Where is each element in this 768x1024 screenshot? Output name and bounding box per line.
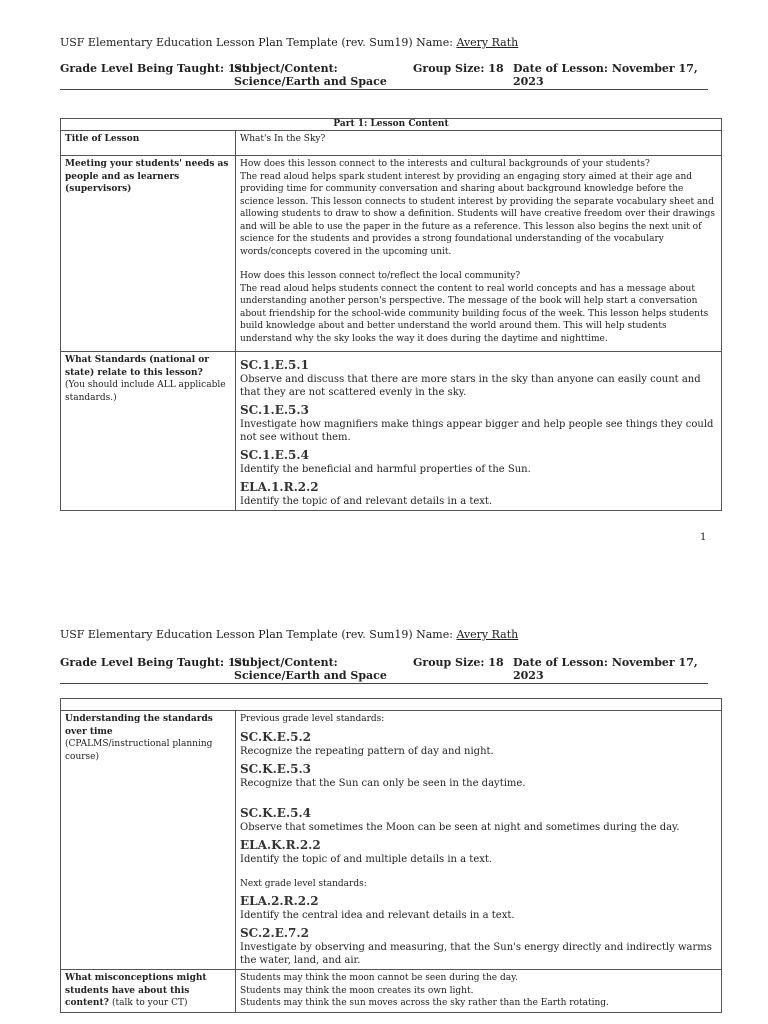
template-header <box>60 36 518 49</box>
misconception-item: Students may think the sun moves across the sky rather than the Earth rotating. <box>240 998 609 1008</box>
next-label: Next grade level standards: <box>240 878 367 889</box>
previous-label: Previous grade level standards: <box>240 714 385 724</box>
standard-code: SC.1.E.5.1 <box>240 358 309 372</box>
standard-item <box>240 358 717 399</box>
title-value: What's In the Sky? <box>236 131 722 156</box>
needs-answer-2: The read aloud helps students connect the content to real world concepts and has a message about understanding another person's perspective. The message of the book will help start a conversation about friendship for the school-wide community building focus of the week. This lesson helps students build knowledge about and better understand the world around them. This will help students understand why the sky looks the way it does during the daytime and nighttime. <box>240 283 709 344</box>
lesson-info-bar <box>60 62 708 90</box>
needs-answer-1: The read aloud helps spark student interest by providing an engaging story aimed at their age and providing time for community conversation and sharing about background knowledge before the science lesson. This lesson connects to student interest by providing the separate vocabulary sheet and allowing students to draw to show a definition. Students will have creative freedom over their drawings and will be able to use the paper in the future as a reference. This lesson also begins the next unit of science for the students and provides a strong foundational understanding of the vocabulary words/concepts covered in the upcoming unit. <box>240 171 715 257</box>
standard-desc: Observe and discuss that there are more stars in the sky than anyone can easily count and that they are not scattered evenly in the sky. <box>240 374 701 398</box>
misconception-item: Students may think the moon creates its own light. <box>240 985 474 996</box>
standard-item <box>240 806 717 834</box>
misconception-item: Students may think the moon cannot be seen during the day. <box>240 973 518 983</box>
page-2 <box>0 600 768 1024</box>
standard-code: SC.1.E.5.3 <box>240 403 309 417</box>
standard-code: ELA.K.R.2.2 <box>240 837 321 852</box>
subject: Subject/Content: Science/Earth and Space <box>234 62 387 88</box>
standard-code: SC.K.E.5.3 <box>240 761 311 776</box>
standard-desc: Investigate how magnifiers make things appear bigger and help people see things they could not see without them. <box>240 419 714 443</box>
standard-item <box>240 730 717 758</box>
lesson-date: Date of Lesson: November 17, 2023 <box>513 656 698 682</box>
misconceptions-label-sub: (talk to your CT) <box>112 998 188 1008</box>
grade-level: Grade Level Being Taught: 1st <box>60 62 247 75</box>
misconceptions-list <box>236 970 722 1013</box>
standard-desc: Recognize that the Sun can only be seen in the daytime. <box>240 777 526 789</box>
group-size: Group Size: 18 <box>413 62 504 75</box>
teacher-name: Avery Rath <box>456 36 519 49</box>
over-time-label <box>61 711 236 970</box>
page-number: 1 <box>700 532 707 543</box>
standard-code: SC.K.E.5.2 <box>240 729 311 744</box>
standard-item <box>240 480 717 508</box>
teacher-name: Avery Rath <box>456 628 519 641</box>
standard-item <box>240 838 717 866</box>
standard-code: SC.1.E.5.4 <box>240 448 309 462</box>
template-header <box>60 628 518 641</box>
lesson-info-bar <box>60 656 708 684</box>
over-time-label-text: Understanding the standards over time <box>65 714 213 737</box>
template-title: USF Elementary Education Lesson Plan Template (rev. Sum19) Name: <box>60 36 453 49</box>
standard-code: SC.K.E.5.4 <box>240 805 311 820</box>
over-time-content <box>236 711 722 970</box>
standard-desc: Identify the beneficial and harmful properties of the Sun. <box>240 464 531 475</box>
part-title: Part 1: Lesson Content <box>61 119 722 131</box>
standards-label-text: What Standards (national or state) relate to this lesson? <box>65 355 210 378</box>
standard-item <box>240 926 717 967</box>
standard-desc: Observe that sometimes the Moon can be seen at night and sometimes during the day. <box>240 821 680 833</box>
group-size: Group Size: 18 <box>413 656 504 669</box>
standards-label-sub: (You should include ALL applicable standards.) <box>65 380 226 403</box>
lesson-content-table <box>60 118 722 511</box>
misconceptions-label <box>61 970 236 1013</box>
blank-header-row <box>61 699 722 711</box>
standard-item <box>240 403 717 444</box>
standard-item <box>240 448 717 476</box>
standard-code: SC.2.E.7.2 <box>240 926 309 940</box>
lesson-date: Date of Lesson: November 17, 2023 <box>513 62 698 88</box>
needs-question-2: How does this lesson connect to/reflect the local community? <box>240 271 521 281</box>
standard-desc: Identify the topic of and relevant details in a text. <box>240 496 493 507</box>
standards-over-time-table <box>60 698 722 1013</box>
standards-label <box>61 352 236 511</box>
misconceptions-label-text: What misconceptions might students have about this content? <box>65 973 207 1008</box>
template-title: USF Elementary Education Lesson Plan Template (rev. Sum19) Name: <box>60 628 453 641</box>
standard-desc: Identify the topic of and multiple details in a text. <box>240 853 493 865</box>
standard-code: ELA.1.R.2.2 <box>240 480 319 494</box>
standard-desc: Recognize the repeating pattern of day and night. <box>240 745 494 757</box>
over-time-label-sub: (CPALMS/instructional planning course) <box>65 739 213 762</box>
standard-item <box>240 894 717 922</box>
standard-item <box>240 762 717 790</box>
standard-code: ELA.2.R.2.2 <box>240 894 319 908</box>
title-label: Title of Lesson <box>61 131 236 156</box>
needs-label: Meeting your students' needs as people and as learners (supervisors) <box>61 156 236 352</box>
standard-desc: Identify the central idea and relevant details in a text. <box>240 910 515 921</box>
standards-list <box>236 352 722 511</box>
grade-level: Grade Level Being Taught: 1st <box>60 656 247 669</box>
standard-desc: Investigate by observing and measuring, that the Sun's energy directly and indirectly warms the water, land, and air. <box>240 942 712 966</box>
needs-question-1: How does this lesson connect to the interests and cultural backgrounds of your students? <box>240 159 650 169</box>
subject: Subject/Content: Science/Earth and Space <box>234 656 387 682</box>
needs-content <box>236 156 722 352</box>
